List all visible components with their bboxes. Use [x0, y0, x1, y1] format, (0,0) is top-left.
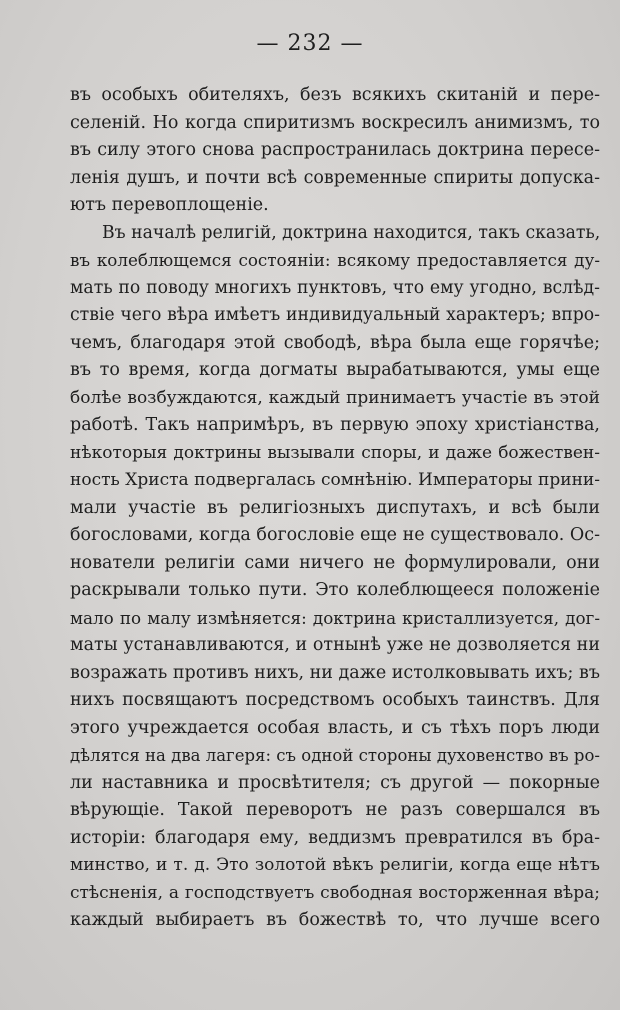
text-line: раскрывали только пути. Это колеблющееся положеніе: [70, 580, 600, 600]
text-line: нѣкоторыя доктрины вызывали споры, и даже божествен-: [70, 442, 600, 463]
text-line: минство, и т. д. Это золотой вѣкъ религіи, когда еще нѣтъ: [70, 855, 600, 875]
text-line: въ колеблющемся состояніи: всякому предоставляется ду-: [70, 250, 600, 270]
text-line: ютъ перевоплощеніе.: [70, 195, 269, 215]
text-line: мало по малу измѣняется: доктрина кристаллизуется, дог-: [70, 607, 600, 628]
text-line: ность Христа подвергалась сомнѣнію. Императоры прини-: [70, 470, 600, 490]
text-line: мали участіе въ религіозныхъ диспутахъ, и всѣ были: [70, 497, 600, 518]
text-line: ствіе чего вѣра имѣетъ индивидуальный характеръ; впро-: [70, 305, 600, 325]
text-line: каждый выбираетъ въ божествѣ то, что лучше всего: [70, 910, 600, 930]
body-text: [70, 82, 600, 935]
text-line: чемъ, благодаря этой свободѣ, вѣра была еще горячѣе;: [70, 332, 600, 353]
text-line: возражать противъ нихъ, ни даже истолковывать ихъ; въ: [70, 662, 600, 683]
text-line: этого учреждается особая власть, и съ тѣхъ поръ люди: [70, 717, 600, 738]
text-line: стѣсненія, а господствуетъ свободная восторженная вѣра;: [70, 882, 600, 903]
text-line: дѣлятся на два лагеря: съ одной стороны духовенство въ ро-: [70, 746, 600, 765]
text-line: ленія душъ, и почти всѣ современные спириты допуска-: [70, 167, 600, 188]
text-line: ли наставника и просвѣтителя; съ другой — покорные: [70, 772, 600, 793]
page-number: — 232 —: [256, 31, 364, 56]
text-line: нихъ посвящаютъ посредствомъ особыхъ таинствъ. Для: [70, 690, 600, 710]
text-line: въ особыхъ обителяхъ, безъ всякихъ скитаній и пере-: [70, 85, 600, 105]
text-line: селеній. Но когда спиритизмъ воскресилъ анимизмъ, то: [70, 112, 600, 133]
text-line: Въ началѣ религій, доктрина находится, такъ сказать,: [102, 222, 600, 243]
text-line: нователи религіи сами ничего не формулировали, они: [70, 552, 600, 573]
text-line: въ то время, когда догматы вырабатываются, умы еще: [70, 360, 600, 380]
text-line: богословами, когда богословіе еще не существовало. Ос-: [70, 525, 600, 545]
text-line: маты устанавливаются, и отнынѣ уже не дозволяется ни: [70, 635, 600, 655]
text-line: вѣрующіе. Такой переворотъ не разъ совершался въ: [70, 800, 600, 820]
text-line: работѣ. Такъ напримѣръ, въ первую эпоху христіанства,: [70, 415, 600, 435]
text-line: исторіи: благодаря ему, веддизмъ превратился въ бра-: [70, 827, 600, 848]
text-line: въ силу этого снова распространилась доктрина пересе-: [70, 140, 600, 160]
text-line: болѣе возбуждаются, каждый принимаетъ участіе въ этой: [70, 387, 600, 408]
text-line: мать по поводу многихъ пунктовъ, что ему угодно, вслѣд-: [70, 277, 600, 298]
